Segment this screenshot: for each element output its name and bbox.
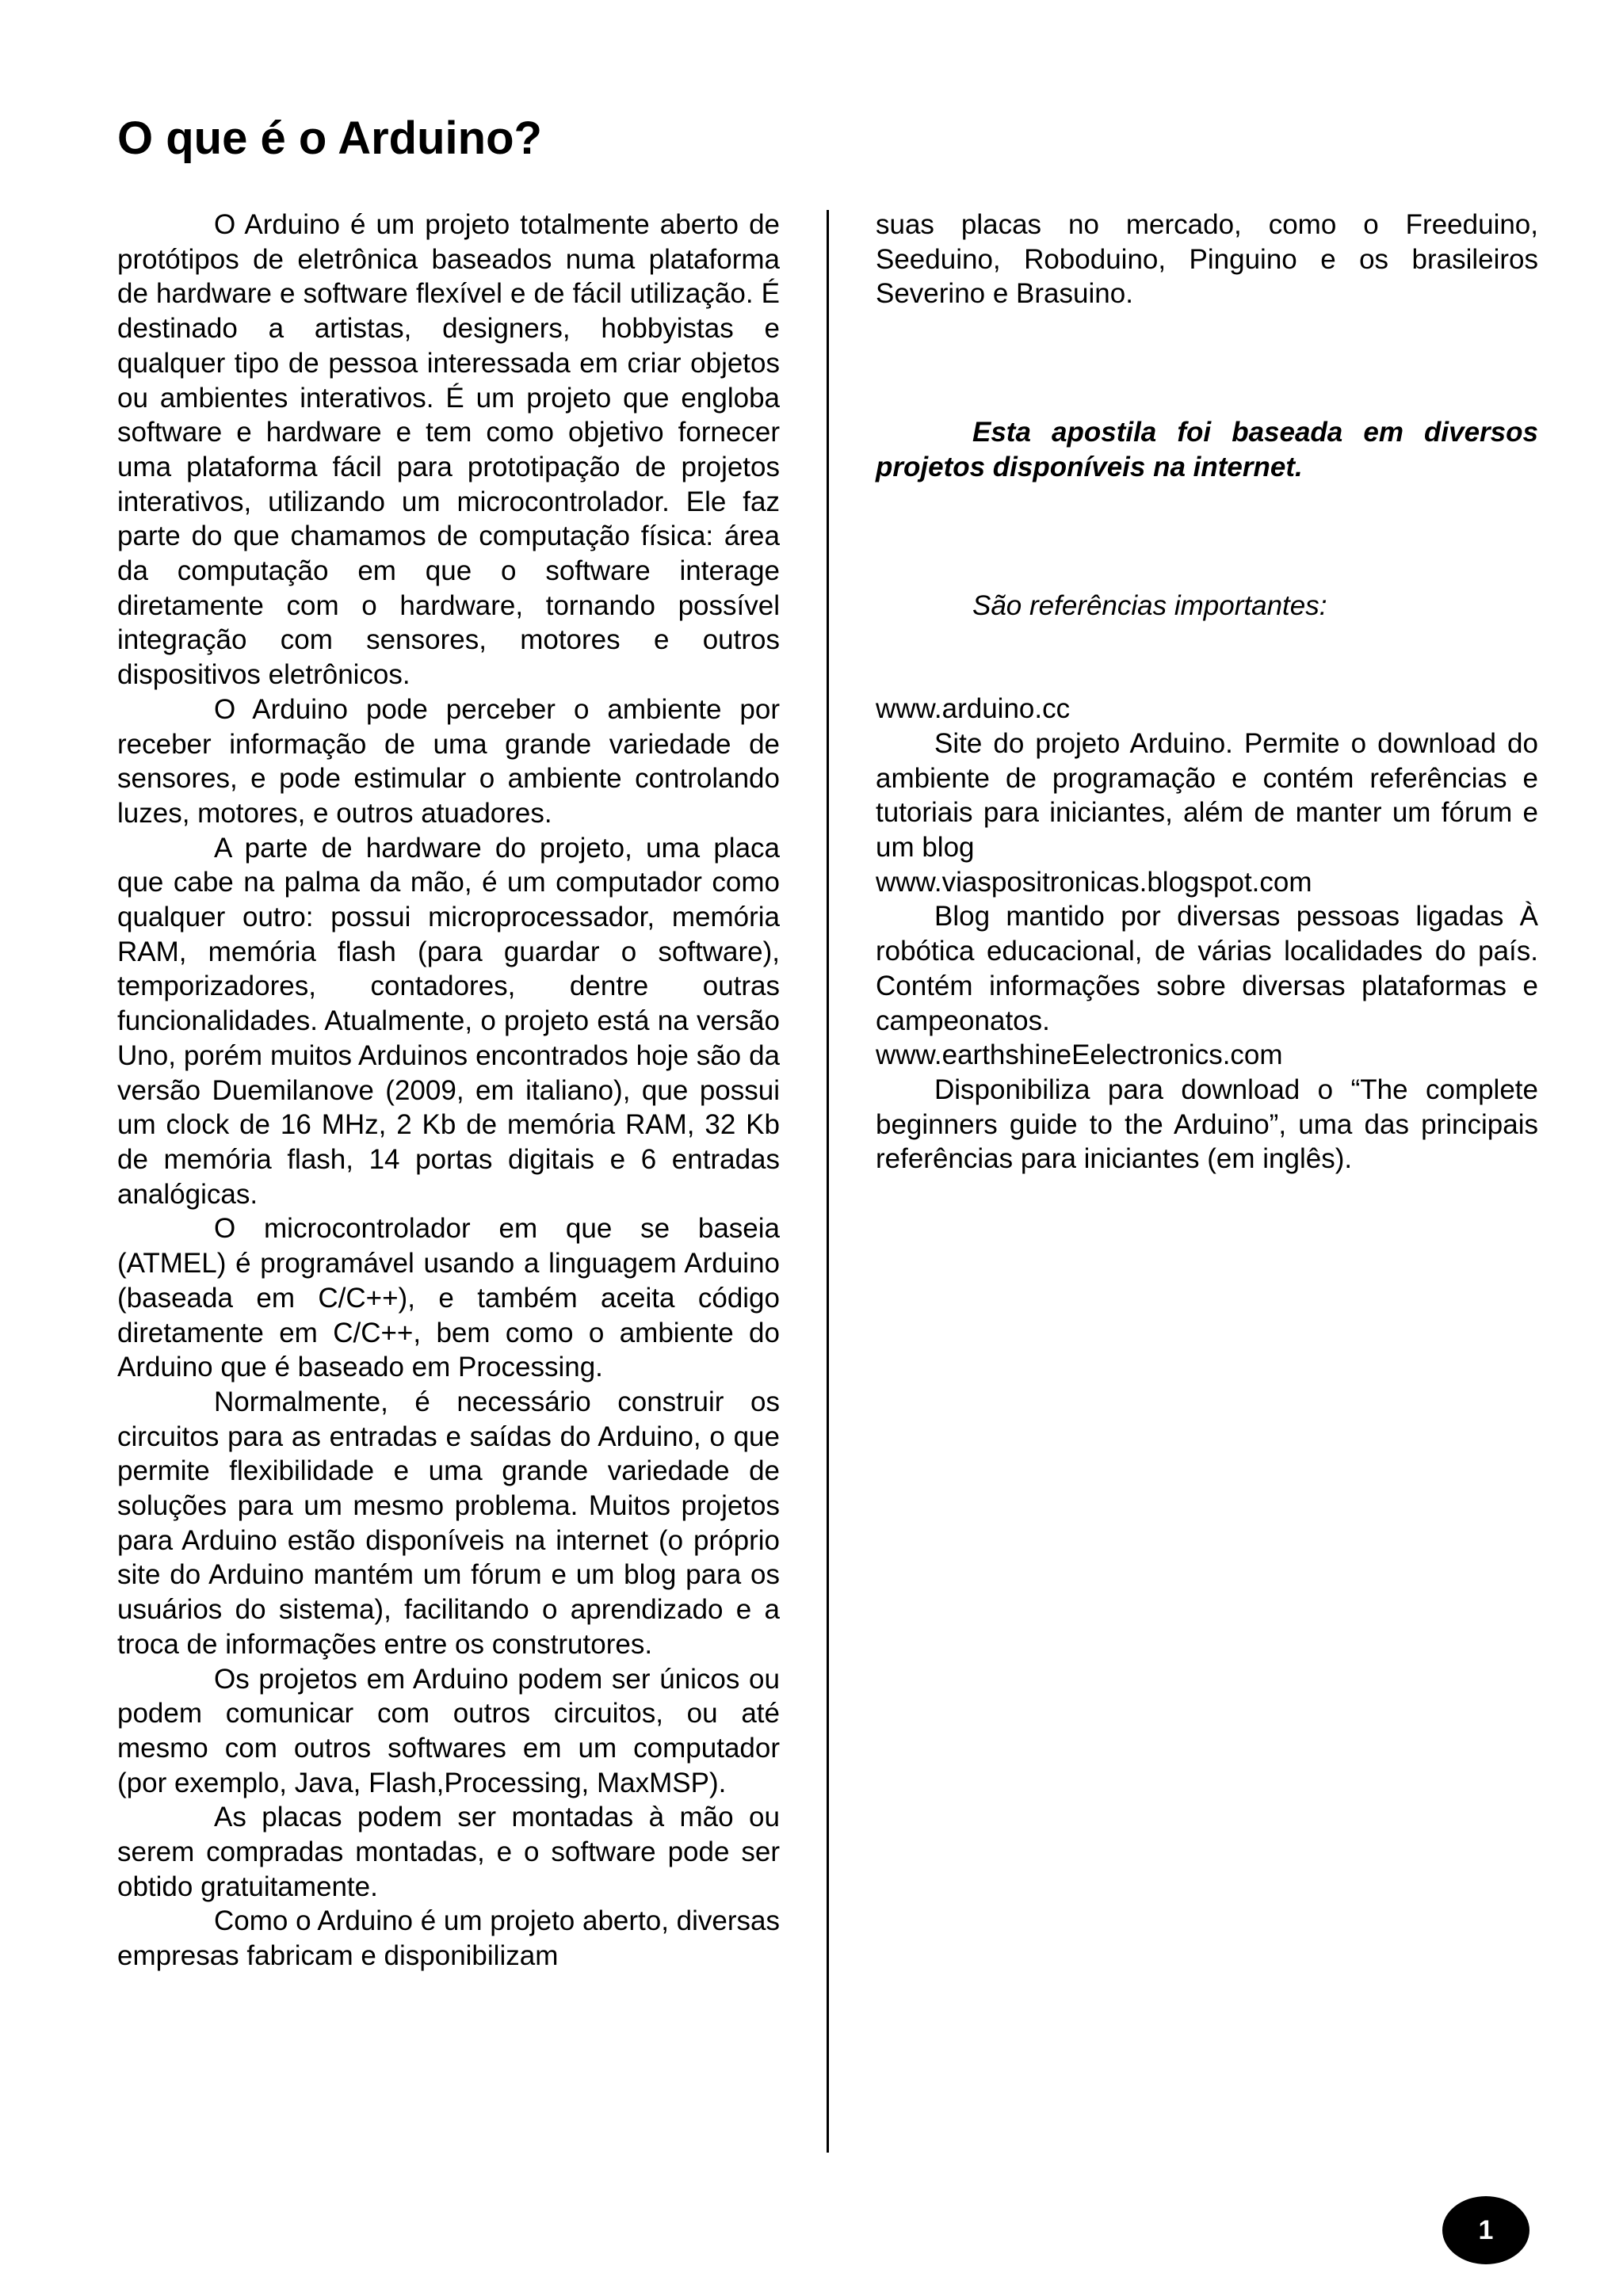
reference-url: www.arduino.cc <box>876 693 1071 725</box>
reference-entry <box>876 692 1538 865</box>
references-heading: São referências importantes: <box>972 589 1327 621</box>
page-title: O que é o Arduino? <box>117 113 542 164</box>
reference-url: www.viaspositronicas.blogspot.com <box>876 866 1312 898</box>
source-note: Esta apostila foi baseada em diversos projetos disponíveis na internet. <box>876 417 1538 482</box>
paragraph: Os projetos em Arduino podem ser únicos ou podem comunicar com outros circuitos, ou até mesmo com outros softwares em um computador (por exemplo, Java, Flash,Processing, MaxMSP). <box>117 1663 780 1798</box>
paragraph: O Arduino pode perceber o ambiente por receber informação de uma grande variedade de sensores, e pode estimular o ambiente controlando luzes, motores, e outros atuadores. <box>117 693 780 829</box>
reference-url: www.earthshineEelectronics.com <box>876 1039 1283 1071</box>
paragraph: O Arduino é um projeto totalmente aberto de protótipos de eletrônica baseados numa plataforma de hardware e software flexível e de fácil utilização. É destinado a artistas, designers, hobbyistas e qualquer tipo de pessoa interessada em criar objetos ou ambientes interativos. É um projeto que engloba software e hardware e tem como objetivo fornecer uma plataforma fácil para prototipação de projetos interativos, utilizando um microcontrolador. Ele faz parte do que chamamos de computação física: área da computação em que o software interage diretamente com o hardware, tornando possível integração com sensores, motores e outros dispositivos eletrônicos. <box>117 209 780 691</box>
reference-entry <box>876 1038 1538 1177</box>
page-number-badge <box>1442 2196 1529 2264</box>
left-column <box>117 208 780 1974</box>
reference-description: Site do projeto Arduino. Permite o download do ambiente de programação e contém referências e tutoriais para iniciantes, além de manter um fórum e um blog <box>876 727 1538 864</box>
column-divider <box>827 210 829 2153</box>
paragraph: Normalmente, é necessário construir os circuitos para as entradas e saídas do Arduino, o que permite flexibilidade e uma grande variedade de soluções para um mesmo problema. Muitos projetos para Arduino estão disponíveis na internet (o próprio site do Arduino mantém um fórum e um blog para os usuários do sistema), facilitando o aprendizado e a troca de informações entre os construtores. <box>117 1386 780 1660</box>
paragraph: Como o Arduino é um projeto aberto, diversas empresas fabricam e disponibilizam <box>117 1905 780 1972</box>
reference-description: Blog mantido por diversas pessoas ligadas À robótica educacional, de várias localidades do país. Contém informações sobre diversas plataformas e campeonatos. <box>876 901 1538 1036</box>
right-column <box>876 208 1538 1177</box>
paragraph: A parte de hardware do projeto, uma placa que cabe na palma da mão, é um computador como qualquer outro: possui microprocessador, memória RAM, memória flash (para guardar o software), temporizadores, contadores, dentre outras funcionalidades. Atualmente, o projeto está na versão Uno, porém muitos Arduinos encontrados hoje são da versão Duemilanove (2009, em italiano), que possui um clock de 16 MHz, 2 Kb de memória RAM, 32 Kb de memória flash, 14 portas digitais e 6 entradas analógicas. <box>117 832 780 1210</box>
continued-paragraph: suas placas no mercado, como o Freeduino, Seeduino, Roboduino, Pinguino e os brasileiros Severino e Brasuino. <box>876 209 1538 310</box>
paragraph: As placas podem ser montadas à mão ou serem compradas montadas, e o software pode ser obtido gratuitamente. <box>117 1802 780 1902</box>
paragraph: O microcontrolador em que se baseia (ATMEL) é programável usando a linguagem Arduino (baseada em C/C++), e também aceita código diretamente em C/C++, bem como o ambiente do Arduino que é baseado em Processing. <box>117 1213 780 1383</box>
reference-entry <box>876 865 1538 1039</box>
page-number: 1 <box>1478 2214 1494 2245</box>
reference-description: Disponibiliza para download o “The complete beginners guide to the Arduino”, uma das principais referências para iniciantes (em inglês). <box>876 1074 1538 1175</box>
